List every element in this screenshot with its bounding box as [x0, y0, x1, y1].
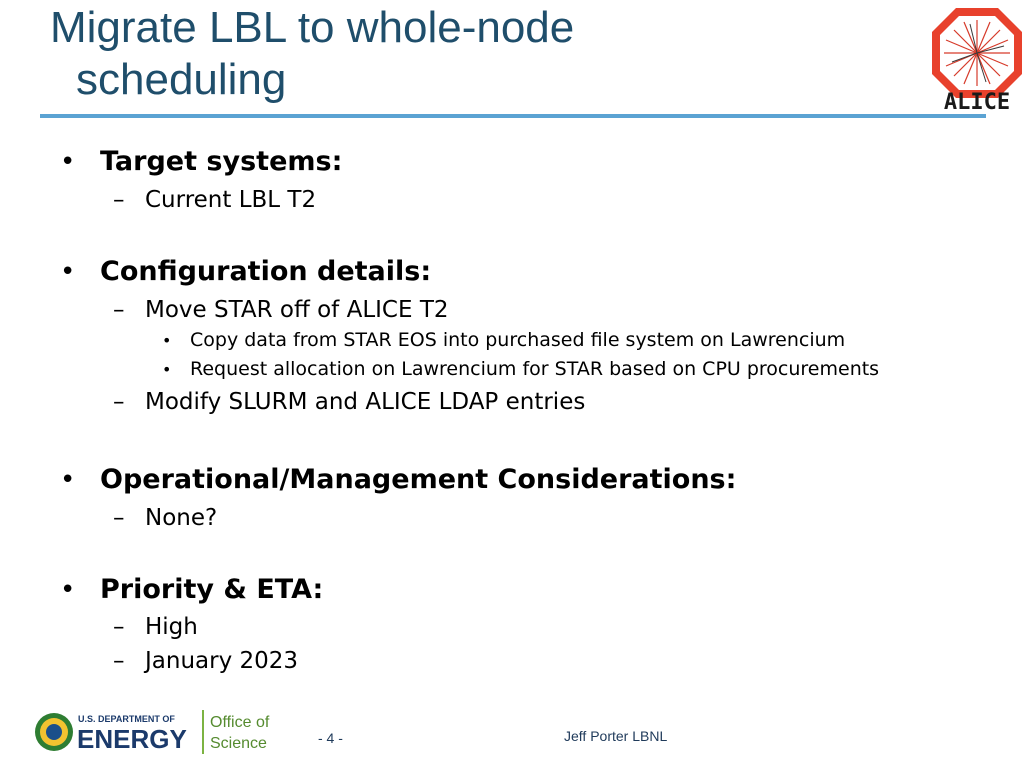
bullet-icon: • — [60, 465, 76, 495]
section-heading: Target systems: — [100, 146, 343, 177]
office-line-2: Science — [210, 735, 267, 752]
office-line-1: Office of — [210, 714, 270, 731]
list-item: Modify SLURM and ALICE LDAP entries — [145, 389, 586, 415]
bullet-icon: • — [162, 360, 172, 379]
list-subitem: Copy data from STAR EOS into purchased file system on Lawrencium — [190, 329, 846, 351]
doe-office-of-science-logo — [34, 708, 274, 756]
dash-icon: – — [113, 505, 125, 531]
doe-line-2: ENERGY — [77, 724, 187, 754]
list-item: January 2023 — [145, 648, 299, 674]
bullet-icon: • — [60, 575, 76, 605]
dash-icon: – — [113, 648, 125, 674]
section-heading: Configuration details: — [100, 256, 432, 287]
slide-title-line-2: scheduling — [76, 55, 287, 104]
title-underline — [40, 114, 986, 118]
bullet-icon: • — [162, 331, 172, 350]
dash-icon: – — [113, 389, 125, 415]
slide-title — [50, 2, 650, 106]
slide-title-line-1: Migrate LBL to whole-node — [50, 3, 575, 52]
list-item: Move STAR off of ALICE T2 — [145, 297, 449, 323]
bullet-icon: • — [60, 257, 76, 287]
list-item: Current LBL T2 — [145, 187, 317, 213]
list-item: High — [145, 614, 198, 640]
alice-logo-icon — [930, 4, 1024, 112]
list-subitem: Request allocation on Lawrencium for STAR based on CPU procurements — [190, 358, 880, 380]
dash-icon: – — [113, 614, 125, 640]
section-heading: Priority & ETA: — [100, 574, 324, 605]
dash-icon: – — [113, 187, 125, 213]
footer-author: Jeff Porter LBNL — [564, 728, 668, 744]
section-heading: Operational/Management Considerations: — [100, 464, 737, 495]
doe-line-1: U.S. DEPARTMENT OF — [78, 714, 175, 724]
dash-icon: – — [113, 297, 125, 323]
doe-seal-center — [46, 724, 62, 740]
list-item: None? — [145, 505, 218, 531]
footer-divider — [202, 710, 204, 754]
page-number: - 4 - — [318, 730, 343, 746]
bullet-icon: • — [60, 147, 76, 177]
alice-logo-text: ALICE — [943, 90, 1011, 112]
